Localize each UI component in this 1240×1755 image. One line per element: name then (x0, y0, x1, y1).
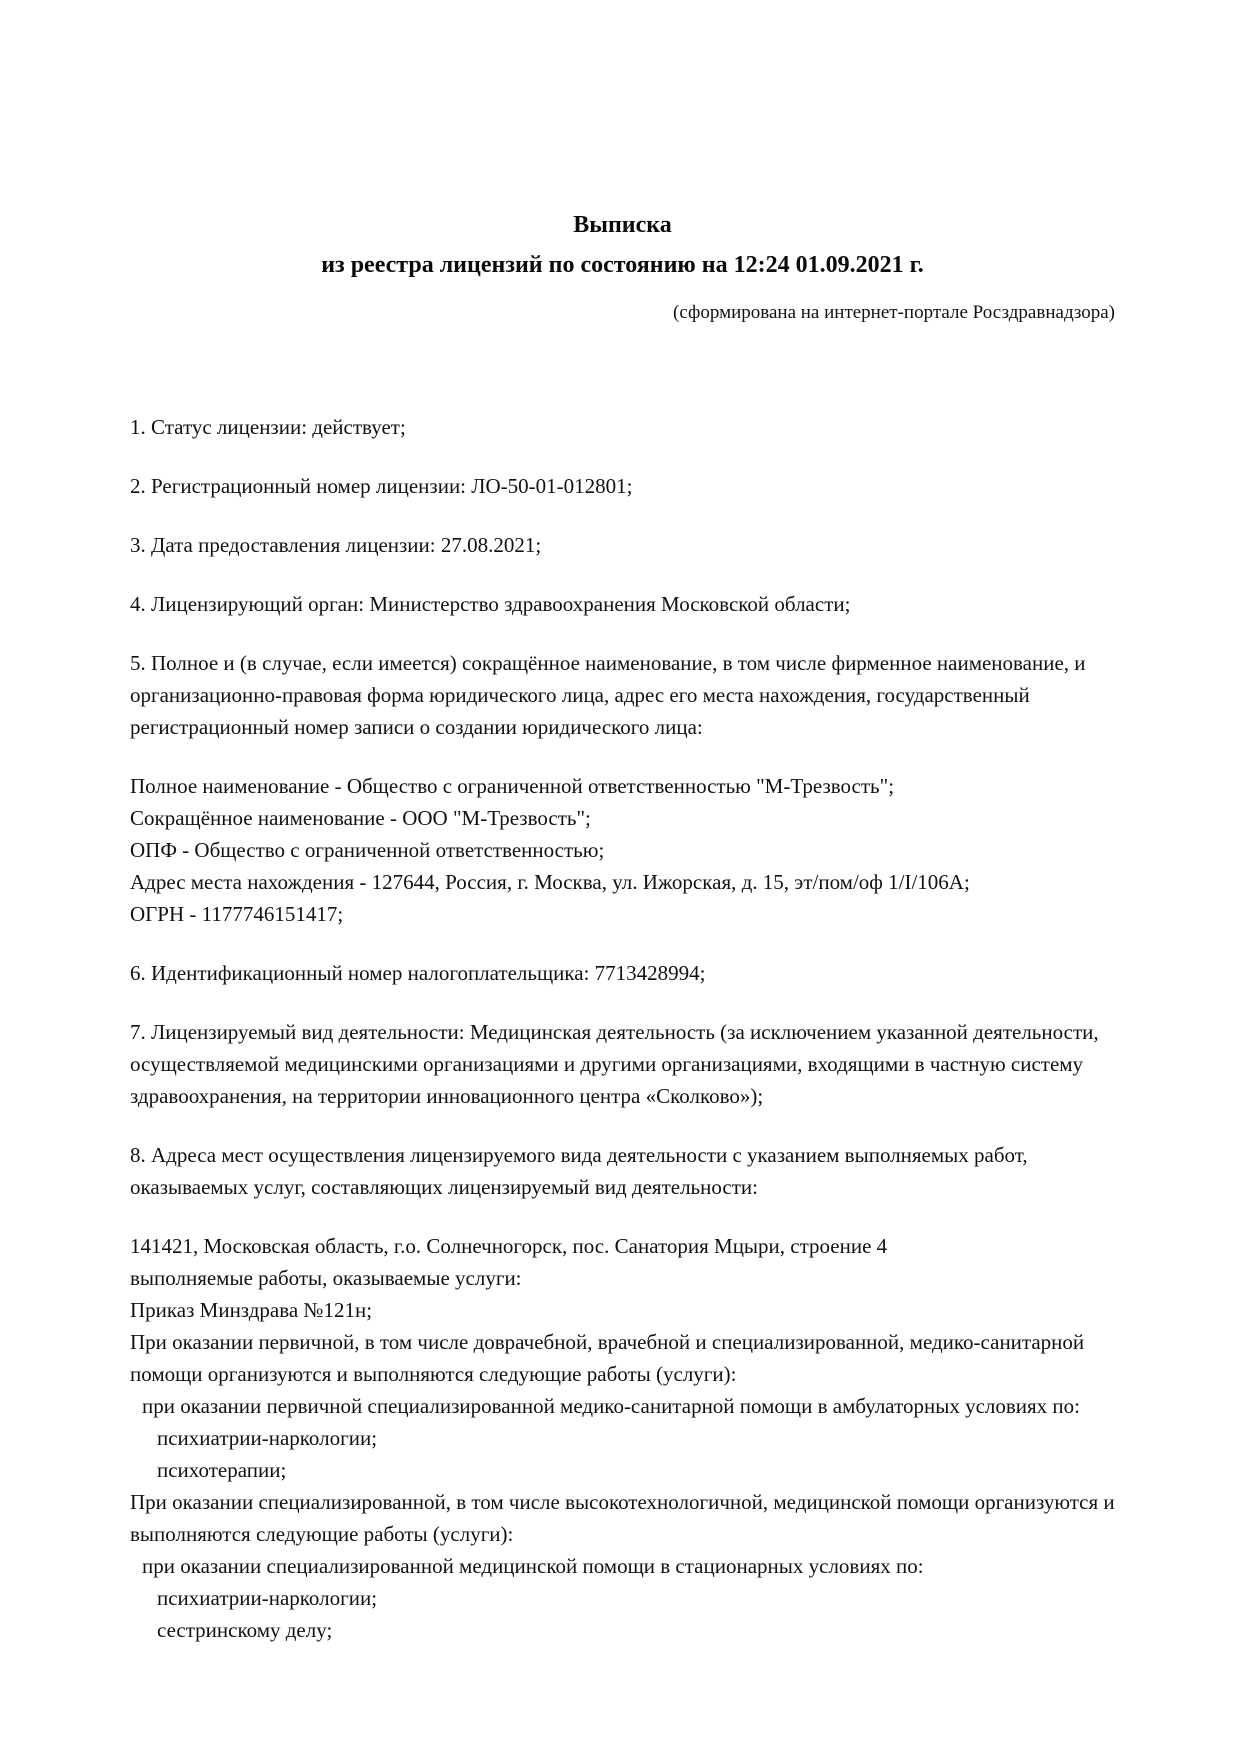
item-2-registration-number: 2. Регистрационный номер лицензии: ЛО-50-01-012801; (130, 474, 633, 498)
inpatient-service-line: сестринскому делу; (157, 1618, 333, 1642)
site-address-line: 141421, Московская область, г.о. Солнечногорск, пос. Санатория Мцыри, строение 4 (130, 1234, 888, 1258)
specialized-care-intro: При оказании специализированной, в том числе высокотехнологичной, медицинской помощи организуются и выполняются следующие работы (услуги): (130, 1490, 1115, 1546)
title-line-1: Выписка (573, 212, 672, 238)
item-5-organization-heading: 5. Полное и (в случае, если имеется) сокращённое наименование, в том числе фирменное наименование, и организационно-правовая форма юридического лица, адрес его места нахождения, государственный регистрационный номер записи о создании юридического лица: (130, 651, 1086, 739)
full-name-line: Полное наименование - Общество с ограниченной ответственностью "М-Трезвость"; (130, 774, 895, 798)
ogrn-line: ОГРН - 1177746151417; (130, 902, 344, 926)
primary-service-line: психиатрии-наркологии; (157, 1426, 378, 1450)
generation-note: (сформирована на интернет-портале Росздравнадзора) (673, 302, 1115, 323)
item-6-inn: 6. Идентификационный номер налогоплательщика: 7713428994; (130, 961, 706, 985)
item-4-licensing-authority: 4. Лицензирующий орган: Министерство здравоохранения Московской области; (130, 592, 851, 616)
inpatient-service-line: психиатрии-наркологии; (157, 1586, 378, 1610)
document-title (130, 205, 1115, 285)
opf-line: ОПФ - Общество с ограниченной ответственностью; (130, 838, 605, 862)
inpatient-care-line: при оказании специализированной медицинской помощи в стационарных условиях по: (142, 1554, 924, 1578)
works-and-services-block (130, 1230, 1115, 1646)
item-7-activity-type: 7. Лицензируемый вид деятельности: Медицинская деятельность (за исключением указанной деятельности, осуществляемой медицинскими организациями и другими организациями, входящими в частную систему здравоохранения, на территории инновационного центра «Сколково»); (130, 1020, 1099, 1108)
item-8-addresses-heading: 8. Адреса мест осуществления лицензируемого вида деятельности с указанием выполняемых работ, оказываемых услуг, составляющих лицензируемый вид деятельности: (130, 1143, 1028, 1199)
item-3-grant-date: 3. Дата предоставления лицензии: 27.08.2021; (130, 533, 542, 557)
primary-ambulatory-line: при оказании первичной специализированной медико-санитарной помощи в амбулаторных условиях по: (142, 1394, 1081, 1418)
organization-details (130, 770, 1115, 930)
primary-care-intro: При оказании первичной, в том числе доврачебной, врачебной и специализированной, медико-санитарной помощи организуются и выполняются следующие работы (услуги): (130, 1330, 1085, 1386)
ministry-order-line: Приказ Минздрава №121н; (130, 1298, 373, 1322)
item-1-license-status: 1. Статус лицензии: действует; (130, 415, 406, 439)
primary-service-line: психотерапии; (157, 1458, 287, 1482)
works-label-line: выполняемые работы, оказываемые услуги: (130, 1266, 522, 1290)
short-name-line: Сокращённое наименование - ООО "М-Трезвость"; (130, 806, 591, 830)
address-line: Адрес места нахождения - 127644, Россия, г. Москва, ул. Ижорская, д. 15, эт/пом/оф 1/I/106А; (130, 870, 970, 894)
title-line-2: из реестра лицензий по состоянию на 12:24 01.09.2021 г. (321, 252, 924, 278)
